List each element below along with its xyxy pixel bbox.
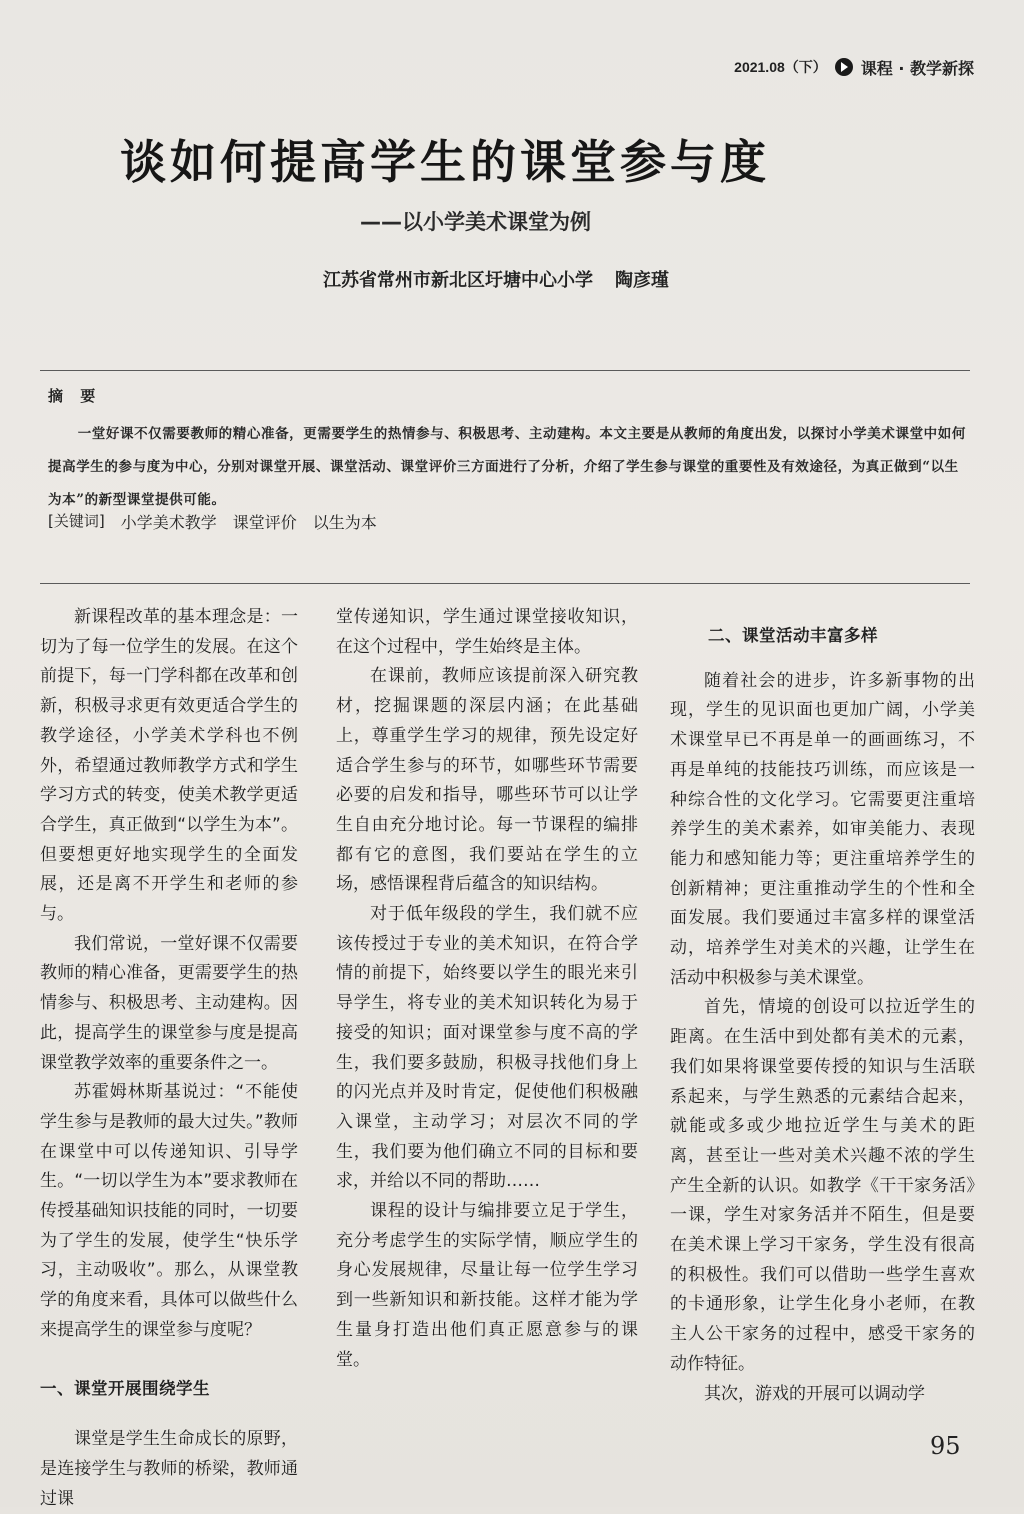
paragraph: 课堂是学生生命成长的原野，是连接学生与教师的桥梁，教师通过课 bbox=[40, 1429, 298, 1509]
column-name: 课程 · 教学新探 bbox=[860, 58, 974, 78]
page-number: 95 bbox=[930, 1432, 961, 1460]
paragraph: 首先，情境的创设可以拉近学生的距离。在生活中到处都有美术的元素，我们如果将课堂要传授的知识与生活联系起来，与学生熟悉的元素结合起来，就能或多或少地拉近学生与美术的距离，甚至让一些对美术兴趣不浓的学生产生全新的认识。如教学《干干家务活》一课，学生对家务活并不陌生，但是要在美术课上学习干家务，学生没有很高的积极性。我们可以借助一些学生喜欢的卡通形象，让学生化身小老师，在教主人公干家务的过程中，感受干家务的动作特征。 bbox=[670, 997, 975, 1374]
play-icon bbox=[835, 58, 853, 76]
author-name: 陶彦瑾 bbox=[615, 270, 669, 291]
abstract-heading: 摘 要 bbox=[48, 387, 102, 405]
keyword-item: 小学美术教学 bbox=[120, 513, 217, 532]
paragraph: 对于低年级段的学生，我们就不应该传授过于专业的美术知识，在符合学情的前提下，始终要以学生的眼光来引导学生，将专业的美术知识转化为易于接受的知识；面对课堂参与度不高的学生，我们要多鼓励，积极寻找他们身上的闪光点并及时肯定，促使他们积极融入课堂，主动学习；对层次不同的学生，我们要为他们确立不同的目标和要求，并给以不同的帮助…… bbox=[336, 904, 638, 1192]
paragraph: 堂传递知识，学生通过课堂接收知识，在这个过程中，学生始终是主体。 bbox=[336, 607, 638, 657]
paragraph: 我们常说，一堂好课不仅需要教师的精心准备，更需要学生的热情参与、积极思考、主动建构。因此，提高学生的课堂参与度是提高课堂教学效率的重要条件之一。 bbox=[40, 933, 298, 1073]
paragraph: 课程的设计与编排要立足于学生，充分考虑学生的实际学情，顺应学生的身心发展规律，尽量让每一位学生学习到一些新知识和新技能。这样才能为学生量身打造出他们真正愿意参与的课堂。 bbox=[336, 1201, 638, 1370]
bottom-divider bbox=[40, 583, 970, 584]
article-title: 谈如何提高学生的课堂参与度 bbox=[120, 135, 770, 189]
running-header bbox=[734, 54, 974, 80]
article-subtitle: ——以小学美术课堂为例 bbox=[360, 210, 591, 234]
author-school: 江苏省常州市新北区圩塘中心小学 bbox=[323, 270, 593, 291]
paragraph: 其次，游戏的开展可以调动学 bbox=[704, 1383, 925, 1404]
body-column-1 bbox=[40, 603, 298, 1514]
keyword-item: 以生为本 bbox=[312, 513, 377, 532]
body-column-2 bbox=[336, 603, 638, 1375]
top-divider bbox=[40, 370, 970, 371]
section-heading: 二、课堂活动丰富多样 bbox=[708, 626, 878, 645]
keyword-item: 课堂评价 bbox=[232, 513, 297, 532]
paragraph: 新课程改革的基本理念是：一切为了每一位学生的发展。在这个前提下，每一门学科都在改革和创新，积极寻求更有效更适合学生的教学途径，小学美术学科也不例外，希望通过教师教学方式和学生学习方式的转变，使美术教学更适合学生，真正做到“以学生为本”。但要想更好地实现学生的全面发展，还是离不开学生和老师的参与。 bbox=[40, 607, 298, 925]
keywords-line bbox=[48, 510, 377, 533]
issue-date: 2021.08（下） bbox=[734, 59, 827, 75]
paragraph: 苏霍姆林斯基说过：“不能使学生参与是教师的最大过失。”教师在课堂中可以传递知识、引导学生。“一切以学生为本”要求教师在传授基础知识技能的同时，一切要为了学生的发展，使学生“快乐学习，主动吸收”。那么，从课堂教学的角度来看，具体可以做些什么来提高学生的课堂参与度呢？ bbox=[40, 1082, 298, 1340]
author-line bbox=[323, 266, 669, 292]
body-column-3 bbox=[670, 603, 975, 1409]
paragraph: 随着社会的进步，许多新事物的出现，学生的见识面也更加广阔，小学美术课堂早已不再是单一的画画练习，不再是单纯的技能技巧训练，而应该是一种综合性的文化学习。它需要更注重培养学生的美术素养，如审美能力、表现能力和感知能力等；更注重培养学生的创新精神；更注重推动学生的个性和全面发展。我们要通过丰富多样的课堂活动，培养学生对美术的兴趣，让学生在活动中积极参与美术课堂。 bbox=[670, 670, 975, 988]
keywords-label: [关键词] bbox=[48, 512, 105, 530]
section-heading: 一、课堂开展围绕学生 bbox=[40, 1378, 210, 1398]
paragraph: 在课前，教师应该提前深入研究教材，挖掘课题的深层内涵；在此基础上，尊重学生学习的规律，预先设定好适合学生参与的环节，如哪些环节需要必要的启发和指导，哪些环节可以让学生自由充分地讨论。每一节课程的编排都有它的意图，我们要站在学生的立场，感悟课程背后蕴含的知识结构。 bbox=[336, 666, 638, 895]
abstract-text: 一堂好课不仅需要教师的精心准备，更需要学生的热情参与、积极思考、主动建构。本文主要是从教师的角度出发，以探讨小学美术课堂中如何提高学生的参与度为中心，分别对课堂开展、课堂活动、课堂评价三方面进行了分析，介绍了学生参与课堂的重要性及有效途径，为真正做到“以生为本”的新型课堂提供可能。 bbox=[48, 426, 966, 508]
